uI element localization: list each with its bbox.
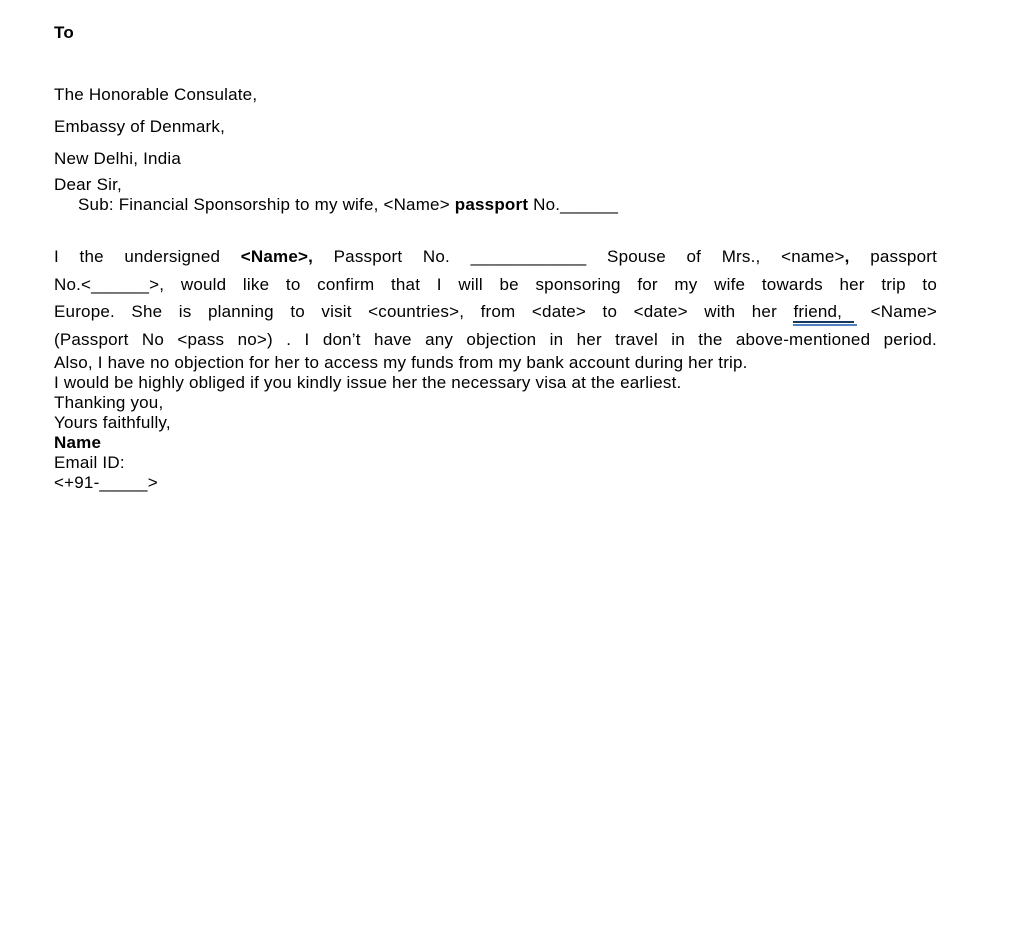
recipient-address: [54, 79, 937, 175]
to-label: To: [54, 23, 74, 42]
line3-text-2: <Name>: [854, 302, 938, 321]
closing-faithfully: Yours faithfully,: [54, 413, 171, 432]
body-par1-line4: (Passport No <pass no>) . I don’t have any objection in her travel in the above-mentioned period.: [54, 329, 937, 349]
subject-bold-word: passport: [454, 195, 529, 214]
body-paragraph-3: I would be highly obliged if you kindly issue her the necessary visa at the earliest.: [54, 373, 682, 392]
address-line-embassy: Embassy of Denmark,: [54, 117, 226, 136]
line1-text-1: I the undersigned: [54, 247, 241, 266]
line1-bold-name: <Name>,: [240, 247, 314, 266]
grammar-underlined-word: friend,: [793, 302, 854, 323]
signature-name-label: Name: [54, 433, 102, 452]
line3-text-1: Europe. She is planning to visit <countries>, from <date> to <date> with her: [54, 302, 794, 321]
closing-thanking: Thanking you,: [54, 393, 164, 412]
line1-bold-comma: ,: [844, 247, 850, 266]
address-line-consulate: The Honorable Consulate,: [54, 85, 258, 104]
line1-text-3: passport: [849, 247, 938, 266]
body-par1-line2: No.<______>, would like to confirm that I will be sponsoring for my wife towards her trip to: [54, 274, 937, 294]
subject-prefix: Sub: Financial Sponsorship to my wife, <Name>: [78, 195, 455, 214]
phone-placeholder: <+91-_____>: [54, 473, 158, 492]
subject-line: [54, 195, 937, 215]
address-line-city: New Delhi, India: [54, 149, 181, 168]
salutation: Dear Sir,: [54, 175, 122, 194]
body-paragraph-2: Also, I have no objection for her to access my funds from my bank account during her trip.: [54, 353, 748, 372]
line1-text-2: Passport No. ____________ Spouse of Mrs., <name>: [313, 247, 845, 266]
body-paragraph-1: [54, 243, 937, 353]
subject-suffix: No.______: [528, 195, 619, 214]
body-par1-line3: [54, 298, 937, 326]
body-par1-line1: [54, 243, 937, 271]
email-id-label: Email ID:: [54, 453, 125, 472]
